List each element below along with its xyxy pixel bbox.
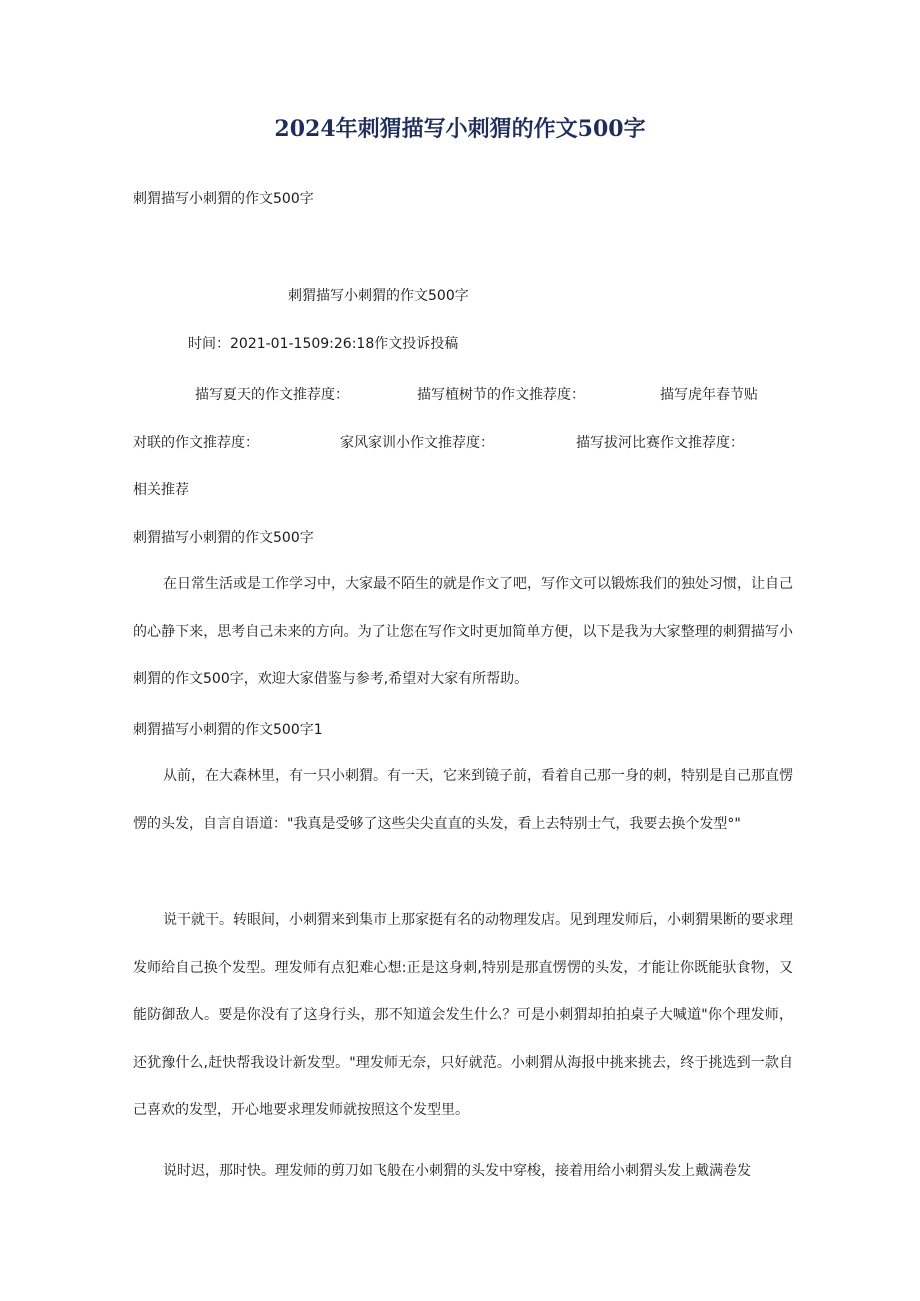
essay-paragraph: 说时迟，那时快。理发师的剪刀如飞般在小刺猬的头发中穿梭，接着用给小刺猬头发上戴满卷发 (163, 1163, 751, 1179)
essay-heading: 刺猬描写小刺猬的作文500字1 (133, 722, 323, 738)
section-heading: 刺猬描写小刺猬的作文500字 (133, 530, 314, 546)
center-heading: 刺猬描写小刺猬的作文500字 (288, 288, 469, 304)
meta-line: 时间：2021-01-1509:26:18作文投诉投稿 (188, 336, 459, 352)
essay-paragraph: 从前，在大森林里，有一只小刺猬。有一天，它来到镜子前，看着自己那一身的刺，特别是自己那直愣愣的头发，自言自语道："我真是受够了这些尖尖直直的头发，看上去特别士气，我要去换个发型°" (133, 768, 793, 832)
document-title: 2024年刺猬描写小刺猬的作文500字 (274, 116, 646, 142)
recommendation-item: 描写夏天的作文推荐度： (195, 387, 349, 403)
recommendation-item: 描写拔河比赛作文推荐度： (576, 435, 744, 451)
recommendation-item: 家风家训小作文推荐度： (340, 435, 494, 451)
essay-paragraph: 说干就干。转眼间，小刺猬来到集市上那家挺有名的动物理发店。见到理发师后，小刺猬果断的要求理发师给自己换个发型。理发师有点犯难心想:正是这身刺,特别是那直愣愣的头发，才能让你既能驮食物，又能防御敌人。要是你没有了这身行头，那不知道会发生什么？可是小刺猬却拍拍桌子大喊道"你个理发师，还犹豫什么,赶快帮我设计新发型。"理发师无奈，只好就范。小刺猬从海报中挑来挑去，终于挑选到一款自己喜欢的发型，开心地要求理发师就按照这个发型里。 (133, 912, 793, 1118)
recommendation-item: 描写虎年春节贴 (660, 387, 758, 403)
intro-paragraph: 在日常生活或是工作学习中，大家最不陌生的就是作文了吧，写作文可以锻炼我们的独处习惯，让自己的心静下来，思考自己未来的方向。为了让您在写作文时更加简单方便，以下是我为大家整理的刺猬描写小刺猬的作文500字，欢迎大家借鉴与参考,希望对大家有所帮助。 (133, 576, 793, 687)
recommendation-item: 描写植树节的作文推荐度： (417, 387, 585, 403)
subtitle: 刺猬描写小刺猬的作文500字 (133, 191, 314, 207)
related-label: 相关推荐 (133, 482, 189, 498)
recommendation-item: 对联的作文推荐度： (133, 435, 259, 451)
